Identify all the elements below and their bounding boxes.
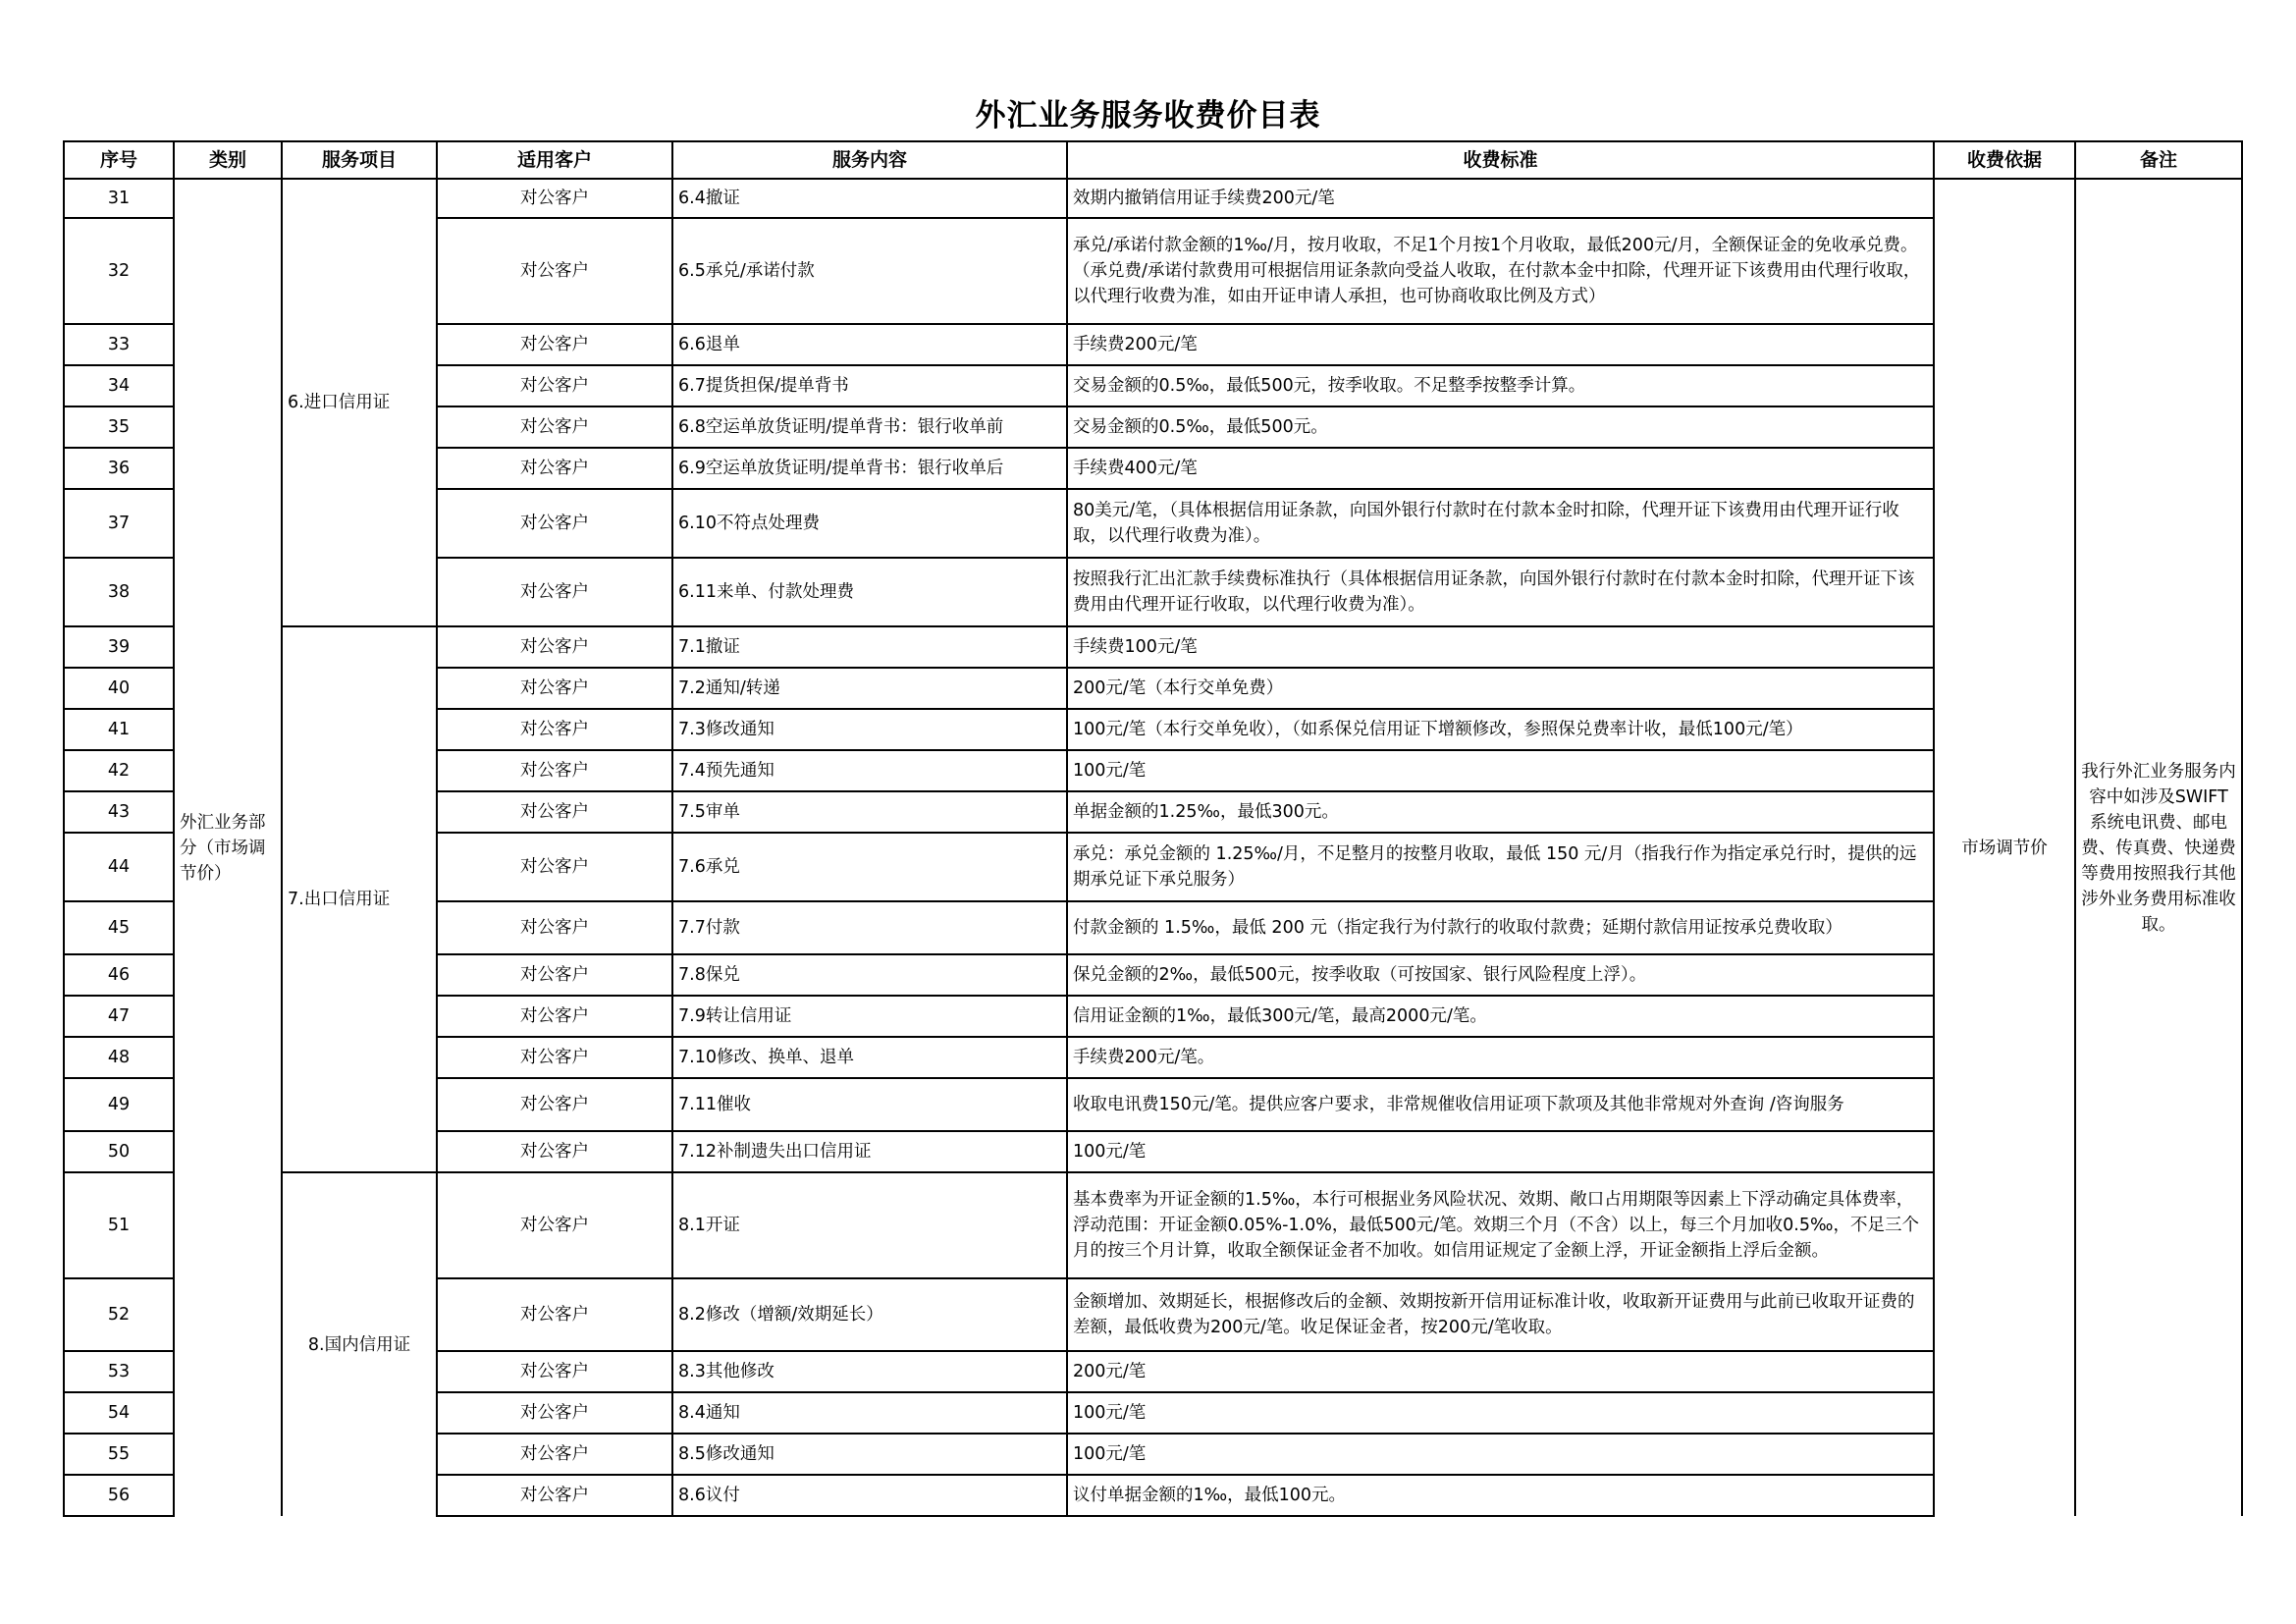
row-fee: 承兑：承兑金额的 1.25‰/月，不足整月的按整月收取，最低 150 元/月（指我行作为指定承兑行时，提供的远期承兑证下承兑服务） <box>1067 833 1934 901</box>
row-customer: 对公客户 <box>437 1172 672 1278</box>
row-customer: 对公客户 <box>437 668 672 709</box>
row-no: 49 <box>64 1078 174 1131</box>
row-fee: 手续费400元/笔 <box>1067 448 1934 489</box>
row-content: 8.5修改通知 <box>672 1434 1067 1475</box>
row-customer: 对公客户 <box>437 1037 672 1078</box>
row-no: 34 <box>64 365 174 406</box>
row-no: 45 <box>64 901 174 954</box>
category-cell: 外汇业务部分（市场调节价） <box>174 179 282 1516</box>
row-no: 48 <box>64 1037 174 1078</box>
row-no: 32 <box>64 218 174 324</box>
row-content: 6.8空运单放货证明/提单背书：银行收单前 <box>672 406 1067 448</box>
basis-cell: 市场调节价 <box>1934 179 2075 1516</box>
row-fee: 付款金额的 1.5‰，最低 200 元（指定我行为付款行的收取付款费；延期付款信用证按承兑费收取） <box>1067 901 1934 954</box>
row-fee: 议付单据金额的1‰，最低100元。 <box>1067 1475 1934 1516</box>
row-no: 47 <box>64 996 174 1037</box>
row-content: 7.7付款 <box>672 901 1067 954</box>
row-customer: 对公客户 <box>437 626 672 668</box>
row-customer: 对公客户 <box>437 1131 672 1172</box>
row-customer: 对公客户 <box>437 750 672 791</box>
row-content: 8.3其他修改 <box>672 1351 1067 1392</box>
row-customer: 对公客户 <box>437 489 672 558</box>
row-customer: 对公客户 <box>437 1392 672 1434</box>
row-fee: 手续费100元/笔 <box>1067 626 1934 668</box>
row-content: 7.8保兑 <box>672 954 1067 996</box>
row-no: 44 <box>64 833 174 901</box>
row-fee: 金额增加、效期延长，根据修改后的金额、效期按新开信用证标准计收，收取新开证费用与此前已收取开证费的差额，最低收费为200元/笔。收足保证金者，按200元/笔收取。 <box>1067 1278 1934 1351</box>
row-fee: 效期内撤销信用证手续费200元/笔 <box>1067 179 1934 218</box>
row-fee: 80美元/笔，（具体根据信用证条款，向国外银行付款时在付款本金时扣除，代理开证下该费用由代理开证行收取，以代理行收费为准）。 <box>1067 489 1934 558</box>
row-customer: 对公客户 <box>437 1278 672 1351</box>
row-customer: 对公客户 <box>437 1434 672 1475</box>
row-content: 7.4预先通知 <box>672 750 1067 791</box>
row-content: 7.11催收 <box>672 1078 1067 1131</box>
row-content: 7.1撤证 <box>672 626 1067 668</box>
row-content: 6.4撤证 <box>672 179 1067 218</box>
row-fee: 基本费率为开证金额的1.5‰，本行可根据业务风险状况、效期、敞口占用期限等因素上下浮动确定具体费率，浮动范围：开证金额0.05%-1.0%，最低500元/笔。效期三个月（不含）以上，每三个月加收0.5‰，不足三个月的按三个月计算，收取全额保证金者不加收。如信用证规定了金额上浮，开证金额指上浮后金额。 <box>1067 1172 1934 1278</box>
row-no: 41 <box>64 709 174 750</box>
row-fee: 承兑/承诺付款金额的1‰/月，按月收取，不足1个月按1个月收取，最低200元/月，全额保证金的免收承兑费。（承兑费/承诺付款费用可根据信用证条款向受益人收取，在付款本金中扣除，代理开证下该费用由代理行收取，以代理行收费为准，如由开证申请人承担，也可协商收取比例及方式） <box>1067 218 1934 324</box>
row-fee: 交易金额的0.5‰，最低500元，按季收取。不足整季按整季计算。 <box>1067 365 1934 406</box>
row-content: 6.5承兑/承诺付款 <box>672 218 1067 324</box>
row-no: 51 <box>64 1172 174 1278</box>
row-customer: 对公客户 <box>437 448 672 489</box>
table-row <box>64 1172 2242 1278</box>
row-fee: 手续费200元/笔 <box>1067 324 1934 365</box>
row-no: 38 <box>64 558 174 626</box>
row-fee: 单据金额的1.25‰，最低300元。 <box>1067 791 1934 833</box>
row-fee: 200元/笔（本行交单免费） <box>1067 668 1934 709</box>
header-content: 服务内容 <box>672 141 1067 179</box>
row-customer: 对公客户 <box>437 833 672 901</box>
header-basis: 收费依据 <box>1934 141 2075 179</box>
row-customer: 对公客户 <box>437 954 672 996</box>
row-fee: 信用证金额的1‰，最低300元/笔，最高2000元/笔。 <box>1067 996 1934 1037</box>
header-fee-standard: 收费标准 <box>1067 141 1934 179</box>
header-category: 类别 <box>174 141 282 179</box>
row-fee: 100元/笔（本行交单免收），（如系保兑信用证下增额修改，参照保兑费率计收，最低100元/笔） <box>1067 709 1934 750</box>
row-no: 53 <box>64 1351 174 1392</box>
row-content: 7.2通知/转递 <box>672 668 1067 709</box>
header-remark: 备注 <box>2075 141 2242 179</box>
row-customer: 对公客户 <box>437 996 672 1037</box>
service-item-import-lc: 6.进口信用证 <box>282 179 437 626</box>
row-no: 35 <box>64 406 174 448</box>
row-content: 8.2修改（增额/效期延长） <box>672 1278 1067 1351</box>
row-fee: 手续费200元/笔。 <box>1067 1037 1934 1078</box>
row-content: 7.3修改通知 <box>672 709 1067 750</box>
row-fee: 收取电讯费150元/笔。提供应客户要求，非常规催收信用证项下款项及其他非常规对外查询 /咨询服务 <box>1067 1078 1934 1131</box>
row-content: 6.11来单、付款处理费 <box>672 558 1067 626</box>
row-content: 6.6退单 <box>672 324 1067 365</box>
row-customer: 对公客户 <box>437 324 672 365</box>
row-customer: 对公客户 <box>437 1475 672 1516</box>
row-no: 31 <box>64 179 174 218</box>
row-no: 56 <box>64 1475 174 1516</box>
row-content: 7.5审单 <box>672 791 1067 833</box>
row-customer: 对公客户 <box>437 179 672 218</box>
row-customer: 对公客户 <box>437 791 672 833</box>
table-row <box>64 179 2242 218</box>
row-content: 7.10修改、换单、退单 <box>672 1037 1067 1078</box>
header-no: 序号 <box>64 141 174 179</box>
row-content: 8.1开证 <box>672 1172 1067 1278</box>
service-item-export-lc: 7.出口信用证 <box>282 626 437 1172</box>
row-fee: 交易金额的0.5‰，最低500元。 <box>1067 406 1934 448</box>
header-row <box>64 141 2242 179</box>
row-no: 52 <box>64 1278 174 1351</box>
row-content: 7.6承兑 <box>672 833 1067 901</box>
row-no: 54 <box>64 1392 174 1434</box>
row-customer: 对公客户 <box>437 558 672 626</box>
row-content: 6.7提货担保/提单背书 <box>672 365 1067 406</box>
row-fee: 200元/笔 <box>1067 1351 1934 1392</box>
row-customer: 对公客户 <box>437 709 672 750</box>
row-content: 7.9转让信用证 <box>672 996 1067 1037</box>
remark-cell: 我行外汇业务服务内容中如涉及SWIFT系统电讯费、邮电费、传真费、快递费等费用按照我行其他涉外业务费用标准收取。 <box>2075 179 2242 1516</box>
fee-table <box>63 140 2243 1517</box>
service-item-domestic-lc: 8.国内信用证 <box>282 1172 437 1516</box>
header-service-item: 服务项目 <box>282 141 437 179</box>
row-customer: 对公客户 <box>437 1078 672 1131</box>
page-title: 外汇业务服务收费价目表 <box>975 98 1321 134</box>
row-content: 8.6议付 <box>672 1475 1067 1516</box>
row-customer: 对公客户 <box>437 365 672 406</box>
row-no: 50 <box>64 1131 174 1172</box>
row-no: 37 <box>64 489 174 558</box>
row-fee: 100元/笔 <box>1067 750 1934 791</box>
row-fee: 100元/笔 <box>1067 1131 1934 1172</box>
row-fee: 按照我行汇出汇款手续费标准执行（具体根据信用证条款，向国外银行付款时在付款本金时扣除，代理开证下该费用由代理开证行收取，以代理行收费为准）。 <box>1067 558 1934 626</box>
table-row <box>64 626 2242 668</box>
row-content: 7.12补制遗失出口信用证 <box>672 1131 1067 1172</box>
row-fee: 100元/笔 <box>1067 1392 1934 1434</box>
row-customer: 对公客户 <box>437 901 672 954</box>
row-fee: 保兑金额的2‰，最低500元，按季收取（可按国家、银行风险程度上浮）。 <box>1067 954 1934 996</box>
row-no: 39 <box>64 626 174 668</box>
row-content: 6.9空运单放货证明/提单背书：银行收单后 <box>672 448 1067 489</box>
row-no: 55 <box>64 1434 174 1475</box>
header-customer: 适用客户 <box>437 141 672 179</box>
row-customer: 对公客户 <box>437 1351 672 1392</box>
row-content: 6.10不符点处理费 <box>672 489 1067 558</box>
row-content: 8.4通知 <box>672 1392 1067 1434</box>
row-no: 36 <box>64 448 174 489</box>
row-customer: 对公客户 <box>437 406 672 448</box>
row-no: 43 <box>64 791 174 833</box>
row-fee: 100元/笔 <box>1067 1434 1934 1475</box>
row-no: 33 <box>64 324 174 365</box>
row-no: 46 <box>64 954 174 996</box>
row-no: 42 <box>64 750 174 791</box>
row-customer: 对公客户 <box>437 218 672 324</box>
row-no: 40 <box>64 668 174 709</box>
